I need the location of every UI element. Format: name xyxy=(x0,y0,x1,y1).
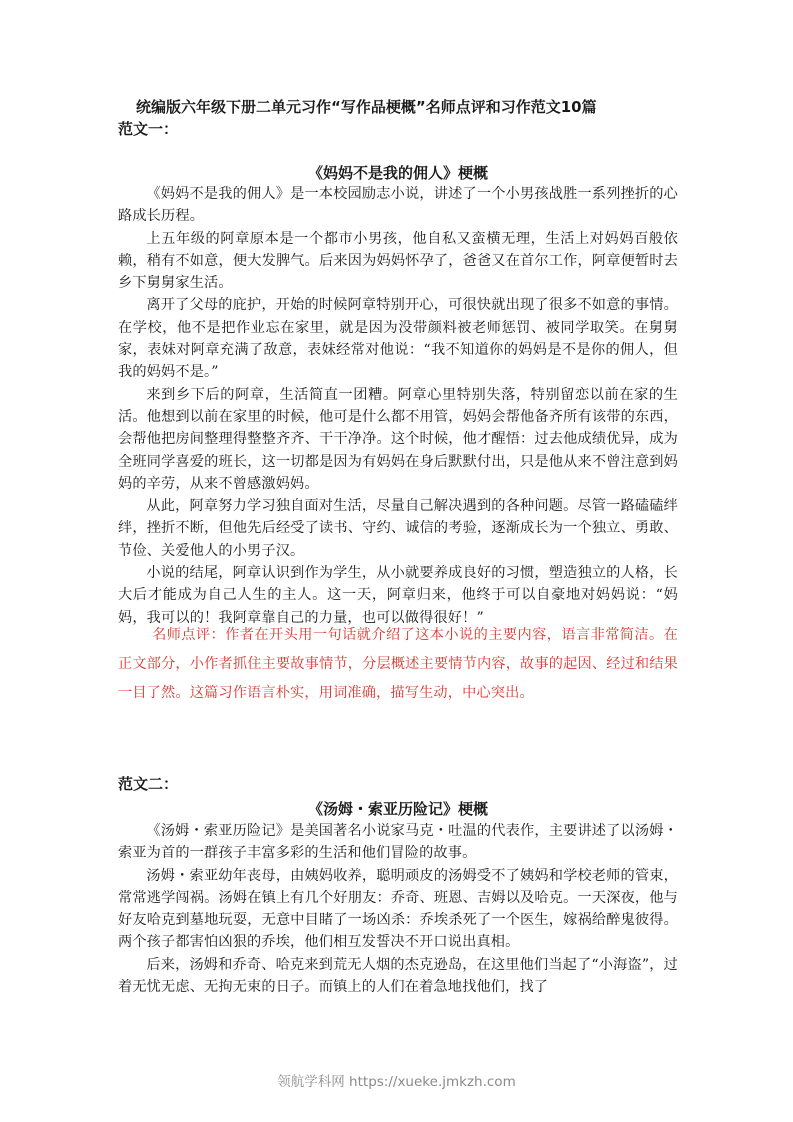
essay-2-label: 范文二： xyxy=(118,775,179,793)
site-watermark: 领航学科网 https://xueke.jmkzh.com xyxy=(277,1074,516,1090)
essay-1-paragraph: 来到乡下后的阿章，生活简直一团糟。阿章心里特别失落，特别留恋以前在家的生活。他想到以前在家里的时候，他可是什么都不用管，妈妈会帮他备齐所有该带的东西，会帮他把房间整理得整整齐齐、干干净净。这个时候，他才醒悟：过去他成绩优异，成为全班同学喜爱的班长，这一切都是因为有妈妈在身后默默付出，只是他从来不曾注意到妈妈的辛劳，从来不曾感激妈妈。 xyxy=(118,386,678,492)
essay-2-title: 《汤姆・索亚历险记》梗概 xyxy=(307,800,488,818)
essay-2-paragraph: 《汤姆・索亚历险记》是美国著名小说家马克・吐温的代表作，主要讲述了以汤姆・索亚为首的一群孩子丰富多彩的生活和他们冒险的故事。 xyxy=(118,823,678,862)
essay-1-paragraph: 小说的结尾，阿章认识到作为学生，从小就要养成良好的习惯，塑造独立的人格，长大后才能成为自己人生的主人。这一天，阿章归来，他终于可以自豪地对妈妈说：“妈妈，我可以的！我阿章靠自己的力量，也可以做得很好！” xyxy=(118,565,678,626)
essay-1-paragraph: 上五年级的阿章原本是一个都市小男孩，他自私又蛮横无理，生活上对妈妈百般依赖，稍有不如意，便大发脾气。后来因为妈妈怀孕了，爸爸又在首尔工作，阿章便暂时去乡下舅舅家生活。 xyxy=(118,230,678,292)
essay-1-paragraph: 《妈妈不是我的佣人》是一本校园励志小说，讲述了一个小男孩战胜一系列挫折的心路成长历程。 xyxy=(118,186,678,225)
essay-2-paragraph: 汤姆・索亚幼年丧母，由姨妈收养，聪明顽皮的汤姆受不了姨妈和学校老师的管束，常常逃学闯祸。汤姆在镇上有几个好朋友：乔奇、班恩、吉姆以及哈克。一天深夜，他与好友哈克到墓地玩耍，无意中目睹了一场凶杀：乔埃杀死了一个医生，嫁祸给醉鬼彼得。两个孩子都害怕凶狠的乔埃，他们相互发誓决不开口说出真相。 xyxy=(118,867,678,951)
essay-1-paragraph: 离开了父母的庇护，开始的时候阿章特别开心，可很快就出现了很多不如意的事情。在学校，他不是把作业忘在家里，就是因为没带颜料被老师惩罚、被同学取笑。在舅舅家，表妹对阿章充满了敌意，表妹经常对他说：“我不知道你的妈妈是不是你的佣人，但我的妈妈不是。” xyxy=(118,297,678,381)
essay-1-label: 范文一： xyxy=(118,120,179,138)
document-title: 统编版六年级下册二单元习作“写作品梗概”名师点评和习作范文10篇 xyxy=(136,98,597,116)
essay-1-body xyxy=(118,183,678,629)
essay-2-paragraph: 后来，汤姆和乔奇、哈克来到荒无人烟的杰克逊岛，在这里他们当起了“小海盗”，过着无忧无虑、无拘无束的日子。而镇上的人们在着急地找他们，找了 xyxy=(118,956,678,996)
essay-2-body xyxy=(118,820,678,998)
teacher-comment: 名师点评：作者在开头用一句话就介绍了这本小说的主要内容，语言非常简洁。在正文部分，小作者抓住主要故事情节，分层概述主要情节内容，故事的起因、经过和结果一目了然。这篇习作语言朴实，用词准确，描写生动，中心突出。 xyxy=(118,627,678,701)
essay-1-title: 《妈妈不是我的佣人》梗概 xyxy=(307,164,488,182)
essay-1-paragraph: 从此，阿章努力学习独自面对生活，尽量自己解决遇到的各种问题。尽管一路磕磕绊绊，挫折不断，但他先后经受了读书、守约、诚信的考验，逐渐成长为一个独立、勇敢、节俭、关爱他人的小男子汉。 xyxy=(118,498,678,559)
